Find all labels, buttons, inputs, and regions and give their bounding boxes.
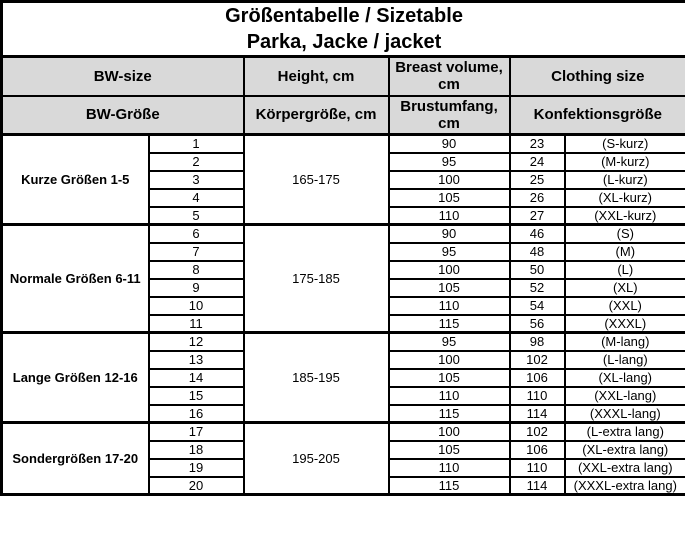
bw-number-cell: 18 — [149, 441, 244, 459]
height-cell: 195-205 — [244, 423, 389, 495]
header-bw-size: BW-size — [2, 57, 244, 96]
table-title-line2: Parka, Jacke / jacket — [246, 31, 442, 53]
bw-number-cell: 16 — [149, 405, 244, 423]
breast-cell: 95 — [389, 333, 510, 351]
size-label-cell: (S) — [565, 225, 685, 243]
table-title-line1: Größentabelle / Sizetable — [225, 5, 463, 27]
size-label-cell: (XXXL-lang) — [565, 405, 685, 423]
size-label-cell: (XXXL) — [565, 315, 685, 333]
group-label-cell: Normale Größen 6-11 — [2, 225, 149, 333]
size-cell: 102 — [510, 423, 565, 441]
bw-number-cell: 5 — [149, 207, 244, 225]
size-label-cell: (XXL-extra lang) — [565, 459, 685, 477]
breast-cell: 100 — [389, 351, 510, 369]
height-cell: 165-175 — [244, 135, 389, 225]
size-cell: 56 — [510, 315, 565, 333]
breast-cell: 115 — [389, 315, 510, 333]
size-label-cell: (XXXL-extra lang) — [565, 477, 685, 495]
size-cell: 110 — [510, 387, 565, 405]
size-label-cell: (XXL) — [565, 297, 685, 315]
size-label-cell: (M) — [565, 243, 685, 261]
table-row — [2, 135, 685, 153]
header-row-en — [2, 57, 685, 96]
size-label-cell: (XL) — [565, 279, 685, 297]
breast-cell: 100 — [389, 171, 510, 189]
table-title-cell — [2, 2, 685, 57]
size-label-cell: (M-kurz) — [565, 153, 685, 171]
size-cell: 102 — [510, 351, 565, 369]
bw-number-cell: 10 — [149, 297, 244, 315]
table-row — [2, 423, 685, 441]
size-cell: 114 — [510, 405, 565, 423]
size-label-cell: (S-kurz) — [565, 135, 685, 153]
size-label-cell: (XXL-kurz) — [565, 207, 685, 225]
size-cell: 46 — [510, 225, 565, 243]
bw-number-cell: 20 — [149, 477, 244, 495]
group-label-cell: Kurze Größen 1-5 — [2, 135, 149, 225]
breast-cell: 100 — [389, 261, 510, 279]
size-label-cell: (L) — [565, 261, 685, 279]
breast-cell: 105 — [389, 189, 510, 207]
size-label-cell: (L-kurz) — [565, 171, 685, 189]
breast-cell: 95 — [389, 243, 510, 261]
size-cell: 24 — [510, 153, 565, 171]
bw-number-cell: 14 — [149, 369, 244, 387]
breast-cell: 110 — [389, 207, 510, 225]
size-label-cell: (XXL-lang) — [565, 387, 685, 405]
size-cell: 48 — [510, 243, 565, 261]
breast-cell: 110 — [389, 297, 510, 315]
breast-cell: 110 — [389, 387, 510, 405]
bw-number-cell: 8 — [149, 261, 244, 279]
header-height-en: Height, cm — [244, 57, 389, 96]
size-cell: 25 — [510, 171, 565, 189]
size-cell: 26 — [510, 189, 565, 207]
size-label-cell: (XL-extra lang) — [565, 441, 685, 459]
breast-cell: 105 — [389, 369, 510, 387]
breast-cell: 90 — [389, 135, 510, 153]
size-label-cell: (XL-lang) — [565, 369, 685, 387]
bw-number-cell: 19 — [149, 459, 244, 477]
bw-number-cell: 6 — [149, 225, 244, 243]
bw-number-cell: 15 — [149, 387, 244, 405]
size-label-cell: (L-lang) — [565, 351, 685, 369]
breast-cell: 90 — [389, 225, 510, 243]
height-cell: 185-195 — [244, 333, 389, 423]
breast-cell: 115 — [389, 405, 510, 423]
header-clothing-size-en: Clothing size — [510, 57, 685, 96]
height-cell: 175-185 — [244, 225, 389, 333]
bw-number-cell: 4 — [149, 189, 244, 207]
title-row — [2, 2, 685, 57]
bw-number-cell: 12 — [149, 333, 244, 351]
breast-cell: 95 — [389, 153, 510, 171]
size-label-cell: (L-extra lang) — [565, 423, 685, 441]
size-cell: 98 — [510, 333, 565, 351]
table-row — [2, 333, 685, 351]
group-label-cell: Sondergrößen 17-20 — [2, 423, 149, 495]
size-cell: 106 — [510, 369, 565, 387]
size-cell: 114 — [510, 477, 565, 495]
breast-cell: 105 — [389, 441, 510, 459]
size-cell: 27 — [510, 207, 565, 225]
size-label-cell: (M-lang) — [565, 333, 685, 351]
table-row — [2, 225, 685, 243]
header-height-de: Körpergröße, cm — [244, 96, 389, 135]
group-label-cell: Lange Größen 12-16 — [2, 333, 149, 423]
header-bw-groesse: BW-Größe — [2, 96, 244, 135]
bw-number-cell: 17 — [149, 423, 244, 441]
size-label-cell: (XL-kurz) — [565, 189, 685, 207]
breast-cell: 115 — [389, 477, 510, 495]
bw-number-cell: 13 — [149, 351, 244, 369]
bw-number-cell: 2 — [149, 153, 244, 171]
size-cell: 23 — [510, 135, 565, 153]
bw-number-cell: 3 — [149, 171, 244, 189]
size-cell: 52 — [510, 279, 565, 297]
breast-cell: 100 — [389, 423, 510, 441]
size-cell: 106 — [510, 441, 565, 459]
header-breast-de: Brustumfang, cm — [389, 96, 510, 135]
header-clothing-size-de: Konfektionsgröße — [510, 96, 685, 135]
bw-number-cell: 7 — [149, 243, 244, 261]
bw-number-cell: 1 — [149, 135, 244, 153]
bw-number-cell: 11 — [149, 315, 244, 333]
size-cell: 54 — [510, 297, 565, 315]
size-cell: 50 — [510, 261, 565, 279]
breast-cell: 110 — [389, 459, 510, 477]
size-cell: 110 — [510, 459, 565, 477]
header-row-de — [2, 96, 685, 135]
header-breast-en: Breast volume, cm — [389, 57, 510, 96]
breast-cell: 105 — [389, 279, 510, 297]
bw-number-cell: 9 — [149, 279, 244, 297]
